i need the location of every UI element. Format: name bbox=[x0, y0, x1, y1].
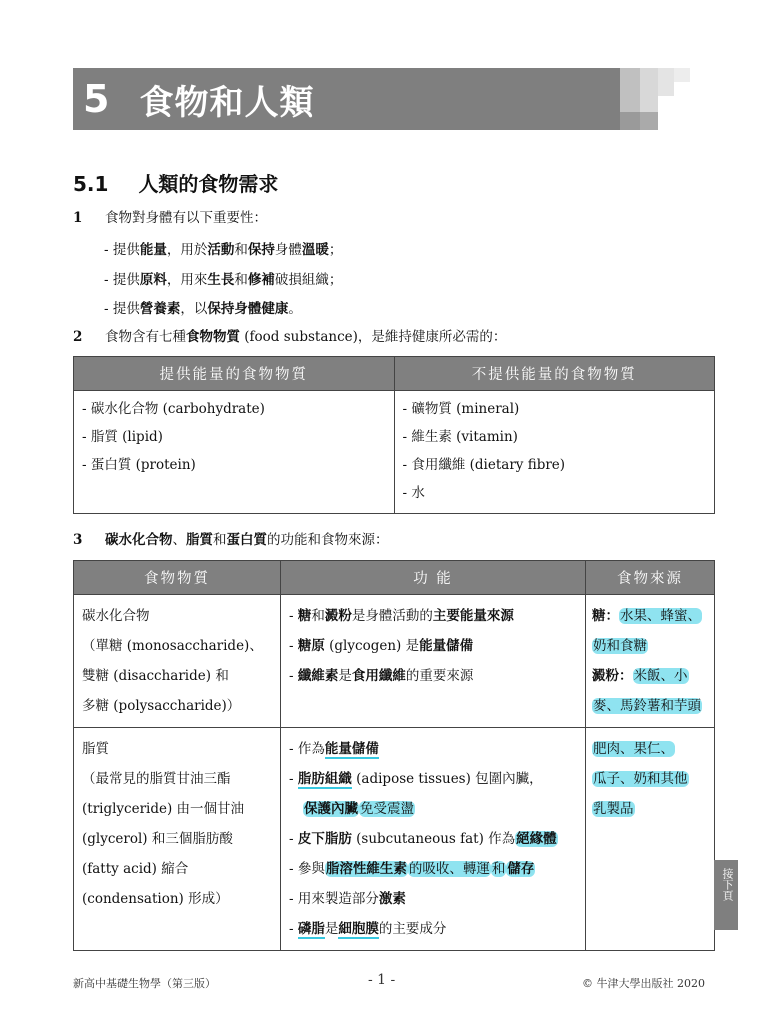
continue-next-page-tab[interactable] bbox=[714, 860, 738, 930]
non-energy-cell: - 礦物質 (mineral) - 維生素 (vitamin) - 食用纖維 (dietary fibre) - 水 bbox=[394, 391, 715, 514]
bullet-raw-material: - 提供原料，用來生長和修補破損組織； bbox=[104, 272, 343, 288]
paragraph-number: 1 bbox=[73, 210, 83, 226]
page-number: - 1 - bbox=[368, 972, 396, 988]
paragraph-number: 3 bbox=[73, 532, 83, 548]
footer-book-title: 新高中基礎生物學（第三版） bbox=[73, 977, 216, 990]
table-header: 食物來源 bbox=[586, 561, 715, 595]
paragraph-1 bbox=[73, 208, 713, 230]
banner-decoration bbox=[620, 68, 690, 130]
chapter-number: 5 bbox=[83, 77, 110, 121]
table-header: 不提供能量的食物物質 bbox=[394, 357, 715, 391]
lipid-function-cell: - 作為能量儲備 - 脂肪組織 (adipose tissues) 包圍內臟， 保護內臟 免受震盪 - 皮下脂肪 (subcutaneous fat) 作為絕緣體 - 參與脂溶性維生素 的吸收、轉運 和 儲存 - 用來製造部分激素 - 磷脂是細胞膜的主要成分 bbox=[281, 728, 586, 951]
table-header: 提供能量的食物物質 bbox=[74, 357, 395, 391]
lipid-source-cell: 肥肉、果仁、 瓜子、奶和其他 乳製品 bbox=[586, 728, 715, 951]
bullet-energy: - 提供能量，用於活動和保持身體溫暖； bbox=[104, 242, 343, 258]
footer-publisher: © 牛津大學出版社 2020 bbox=[582, 977, 705, 990]
carb-function-cell: - 糖和澱粉是身體活動的主要能量來源 - 糖原 (glycogen) 是能量儲備 - 纖維素是食用纖維的重要來源 bbox=[281, 595, 586, 728]
carb-source-cell: 糖：水果、蜂蜜、 奶和食糖 澱粉：米飯、小 麥、馬鈴薯和芋頭 bbox=[586, 595, 715, 728]
energy-providing-cell: - 碳水化合物 (carbohydrate) - 脂質 (lipid) - 蛋白質 (protein) bbox=[74, 391, 395, 514]
section-number: 5.1 bbox=[73, 172, 109, 196]
function-source-table bbox=[73, 560, 715, 951]
food-substance-table bbox=[73, 356, 715, 514]
chapter-title: 食物和人類 bbox=[139, 82, 315, 123]
paragraph-3 bbox=[73, 530, 713, 552]
paragraph-number: 2 bbox=[73, 329, 83, 345]
paragraph-text: 碳水化合物、脂質和蛋白質的功能和食物來源： bbox=[105, 532, 389, 548]
table-header: 食物物質 bbox=[74, 561, 281, 595]
paragraph-text: 食物對身體有以下重要性： bbox=[105, 210, 267, 226]
bullet-nutrients: - 提供營養素，以保持身體健康。 bbox=[104, 301, 302, 317]
chapter-banner bbox=[73, 68, 620, 130]
section-heading bbox=[73, 168, 278, 197]
side-tab-label: 接下頁 bbox=[721, 868, 734, 901]
section-title: 人類的食物需求 bbox=[138, 172, 279, 196]
carb-name-cell: 碳水化合物 （單糖 (monosaccharide)、 雙糖 (disaccharide) 和 多糖 (polysaccharide)） bbox=[74, 595, 281, 728]
lipid-name-cell: 脂質 （最常見的脂質甘油三酯 (triglyceride) 由一個甘油 (glycerol) 和三個脂肪酸 (fatty acid) 縮合 (condensation) 形成） bbox=[74, 728, 281, 951]
table-header: 功 能 bbox=[281, 561, 586, 595]
paragraph-2 bbox=[73, 327, 713, 349]
paragraph-text: 食物含有七種食物物質 (food substance)，是維持健康所必需的： bbox=[105, 329, 507, 345]
